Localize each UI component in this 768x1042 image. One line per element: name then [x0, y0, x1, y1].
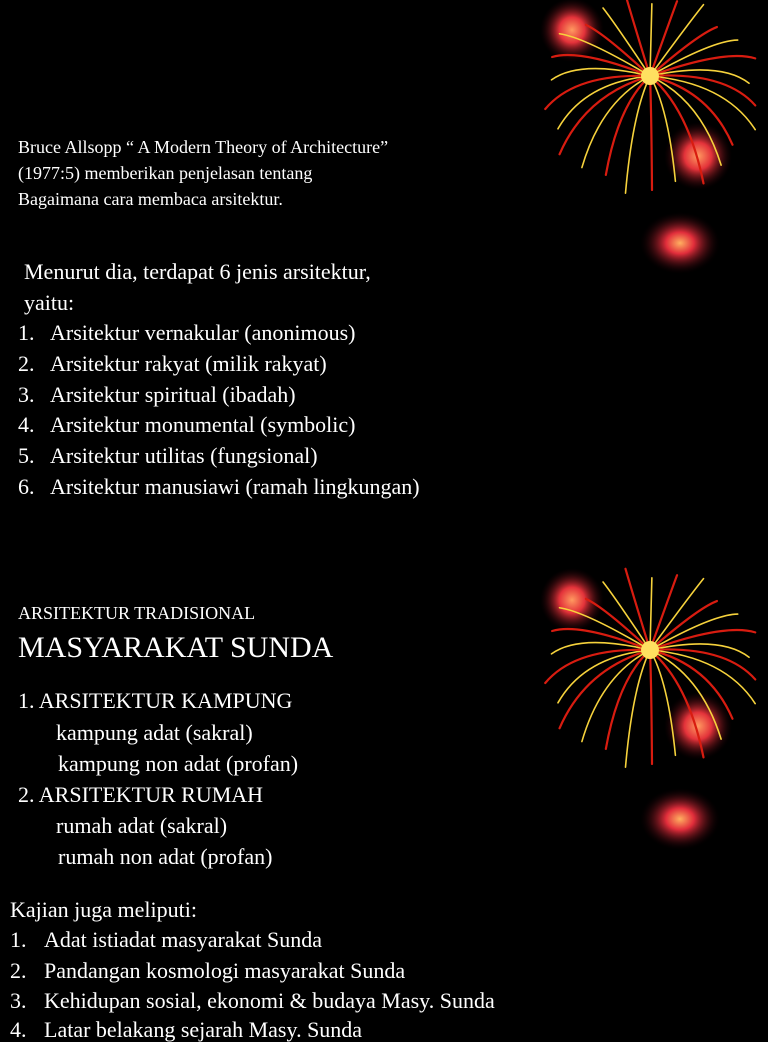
list-item: Arsitektur manusiawi (ramah lingkungan) [50, 474, 420, 499]
firework-icon [520, 570, 768, 770]
list-item: Arsitektur vernakular (anonimous) [50, 320, 356, 345]
section-item: kampung adat (sakral) [56, 720, 253, 745]
slide-2 [0, 560, 768, 1042]
list-item-num: 5. [18, 443, 35, 468]
intro-line: (1977:5) memberikan penjelasan tentang [18, 163, 313, 183]
section-item: rumah non adat (profan) [58, 844, 273, 869]
firework-ray [650, 4, 652, 76]
slide-subtitle: ARSITEKTUR TRADISIONAL [18, 603, 256, 623]
list-item: Adat istiadat masyarakat Sunda [44, 927, 322, 952]
list-item: Latar belakang sejarah Masy. Sunda [44, 1017, 363, 1042]
firework-icon [520, 0, 768, 200]
intro-line: Bruce Allsopp “ A Modern Theory of Architecture” [18, 137, 389, 157]
intro-line: Bagaimana cara membaca arsitektur. [18, 189, 283, 209]
list-item: Pandangan kosmologi masyarakat Sunda [44, 958, 406, 983]
firework-ray [625, 76, 650, 193]
firework-ray [650, 27, 717, 76]
list-item-num: 3. [10, 988, 27, 1013]
slide-title: MASYARAKAT SUNDA [18, 631, 334, 664]
section-heading: 1. ARSITEKTUR KAMPUNG [18, 688, 293, 713]
list-item: Arsitektur utilitas (fungsional) [50, 443, 318, 468]
list-item-num: 1. [10, 927, 27, 952]
list-item: Arsitektur spiritual (ibadah) [50, 382, 296, 407]
section-item: rumah adat (sakral) [56, 813, 228, 838]
list-item-num: 3. [18, 382, 35, 407]
section-item: kampung non adat (profan) [58, 751, 299, 776]
firework-ray [650, 650, 652, 764]
firework-ray [650, 578, 652, 650]
list-item-num: 2. [18, 351, 35, 376]
glow-dot-icon [640, 212, 720, 274]
list-item: Kehidupan sosial, ekonomi & budaya Masy. Sunda [44, 988, 495, 1013]
list-item-num: 4. [10, 1017, 27, 1042]
section-heading: 2. ARSITEKTUR RUMAH [18, 782, 264, 807]
list-item-num: 4. [18, 412, 35, 437]
firework-ray [650, 601, 717, 650]
glow-dot-icon [640, 788, 720, 850]
lead-line: yaitu: [24, 290, 75, 315]
lead-line: Menurut dia, terdapat 6 jenis arsitektur, [24, 259, 371, 284]
firework-ray [650, 76, 652, 190]
list-item-num: 6. [18, 474, 35, 499]
firework-ray [625, 650, 650, 767]
list-item: Arsitektur rakyat (milik rakyat) [50, 351, 327, 376]
study-label: Kajian juga meliputi: [10, 897, 197, 922]
list-item-num: 1. [18, 320, 35, 345]
list-item: Arsitektur monumental (symbolic) [50, 412, 356, 437]
list-item-num: 2. [10, 958, 27, 983]
